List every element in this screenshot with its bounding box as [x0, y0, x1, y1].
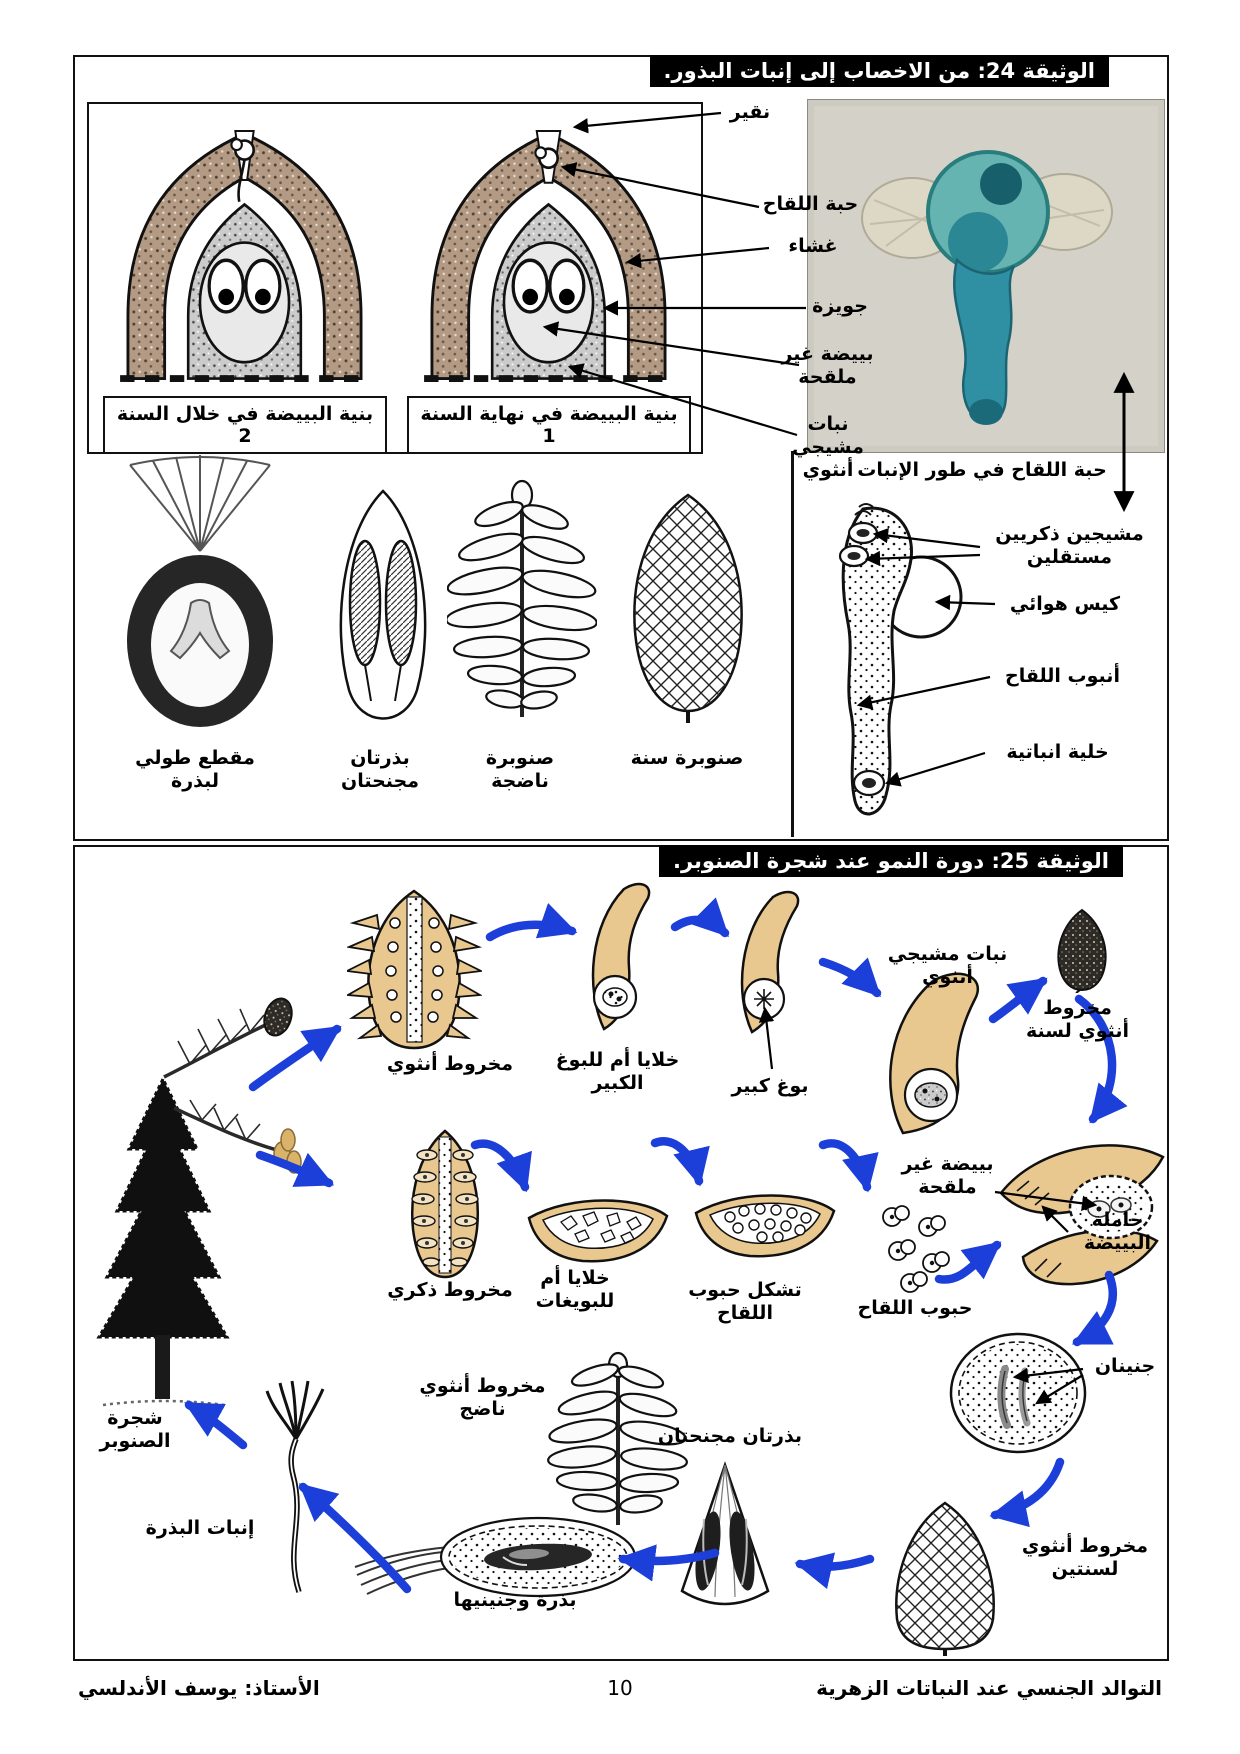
label-air-sac: كيس هوائي	[1009, 593, 1121, 615]
figure-pollen-formation	[690, 1185, 840, 1265]
label-two-winged-seeds-cycle: بذرتان مجنحتان	[657, 1425, 803, 1447]
label-seed-with-embryos: بذرة وجنينيها	[453, 1589, 577, 1611]
label-pollen-grain: حبة اللقاح	[762, 193, 859, 215]
figure-mature-cone	[447, 469, 597, 734]
label-two-embryos: جنينان	[1094, 1355, 1156, 1377]
figure-two-winged-seeds	[313, 485, 453, 740]
label-microspore-mother-cells: خلايا أم للبويغات	[535, 1267, 615, 1313]
footer-lesson-title: التوالد الجنسي عند النباتات الزهرية	[816, 1676, 1162, 1700]
embryo-photo	[807, 99, 1165, 453]
ovule-diagrams-box	[87, 102, 703, 454]
figure-microspore-mother-cells	[523, 1192, 673, 1267]
label-nucellus: جويزة	[812, 295, 868, 317]
ovule-diagram-year2	[107, 112, 382, 384]
label-two-year-female-cone: مخروط أنثوي لسنتين	[1021, 1535, 1149, 1581]
label-germinating-pollen: حبة اللقاح في طور الإنبات	[857, 459, 1107, 481]
label-unfertilized-ovule: بييضة غير ملقحة	[781, 343, 874, 389]
document-24-panel	[73, 55, 1169, 841]
label-pollen-tube: أنبوب اللقاح	[1005, 665, 1120, 687]
label-winged-seeds: بذرتان مجنحتان	[340, 747, 419, 793]
label-female-gametophyte: نبات مشيجي أنثوي	[792, 413, 864, 482]
caption-ovule-year2: بنية البييضة في خلال السنة 2	[103, 396, 387, 454]
label-unfertilized-ovule-cycle: بييضة غير ملقحة	[901, 1153, 994, 1199]
label-one-year-female-cone: مخروط أنثوي لسنة	[1025, 997, 1130, 1043]
figure-megaspore	[730, 887, 820, 1037]
figure-two-embryos	[943, 1325, 1093, 1465]
label-membrane: غشاء	[788, 235, 838, 257]
figure-germinating-pollen-grain	[803, 497, 973, 837]
figure-two-year-female-cone	[875, 1495, 1015, 1657]
label-one-year-cone: صنوبرة سنة	[630, 747, 744, 769]
label-female-cone: مخروط أنثوي	[386, 1053, 514, 1075]
figure-one-year-female-cone	[1050, 905, 1115, 993]
figure-female-cone-section	[347, 885, 482, 1055]
label-mature-cone: صنوبرة ناضجة	[485, 747, 555, 793]
figure-seedling	[255, 1379, 340, 1594]
figure-branch-with-young-cone	[160, 989, 295, 1084]
label-megaspore: بوغ كبير	[731, 1075, 809, 1097]
figure-megaspore-mother-cells	[580, 879, 670, 1034]
footer-teacher: الأستاذ: يوسف الأندلسي	[78, 1676, 320, 1700]
caption-ovule-year1: بنية البييضة في نهاية السنة 1	[407, 396, 691, 454]
label-female-gametophyte-cycle: نبات مشيجي أنثوي	[887, 943, 1008, 989]
label-seed-section: مقطع طولي لبذرة	[135, 747, 255, 793]
figure-male-cone-section	[403, 1125, 488, 1285]
label-pine-tree: شجرة الصنوبر	[99, 1407, 171, 1453]
figure-seed-longitudinal-section	[105, 455, 295, 735]
figure-pollen-grains	[870, 1199, 965, 1299]
label-pollen-grains: حبوب اللقاح	[857, 1297, 973, 1319]
footer-page-number: 10	[607, 1676, 633, 1700]
divider-line	[791, 451, 794, 837]
ovule-diagram-year1	[411, 112, 686, 384]
document-25-panel	[73, 845, 1169, 1661]
document-25-title: الوثيقة 25: دورة النمو عند شجرة الصنوبر.	[659, 845, 1123, 877]
label-seed-germination: إنبات البذرة	[145, 1517, 255, 1539]
label-megaspore-mother-cells: خلايا أم للبوغ الكبير	[555, 1049, 680, 1095]
label-vegetative-cell: خلية انباتية	[1006, 741, 1109, 763]
document-24-title: الوثيقة 24: من الاخصاب إلى إنبات البذور.	[650, 55, 1110, 87]
label-mature-female-cone: مخروط أنثوي ناضج	[419, 1375, 546, 1421]
label-ovule-bearer: حاملة البييضة	[1083, 1209, 1152, 1255]
embryo-photo-image	[808, 100, 1164, 452]
figure-one-year-cone	[613, 485, 763, 725]
label-micropyle: نقير	[729, 101, 771, 123]
label-pollen-formation: تشكل حبوب اللقاح	[688, 1279, 802, 1325]
figure-branch-with-male-catkins	[170, 1092, 305, 1182]
figure-female-gametophyte	[875, 969, 1015, 1139]
label-male-cone: مخروط ذكري	[387, 1279, 513, 1301]
label-male-gametes: مشيجين ذكريين مستقلين	[995, 523, 1144, 569]
